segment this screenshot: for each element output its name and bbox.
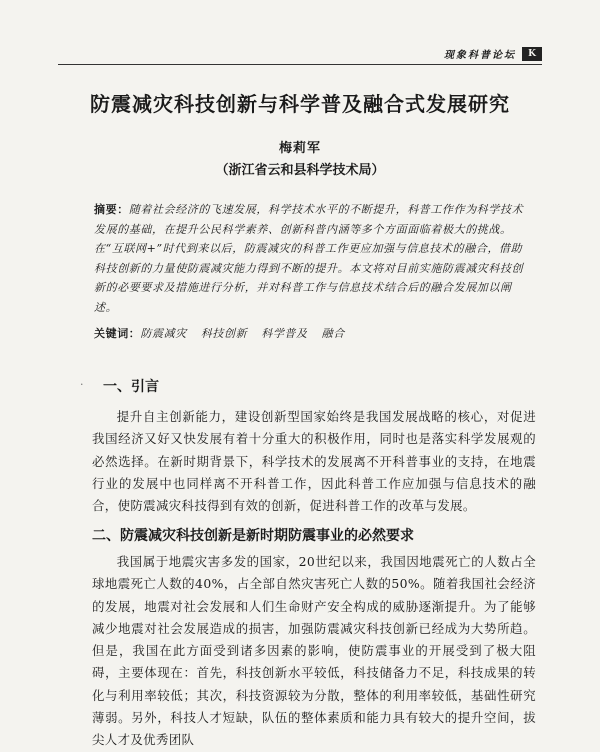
keywords <box>94 325 524 341</box>
section-paragraph-intro: 提升自主创新能力，建设创新型国家始终是我国发展战略的核心，对促进我国经济又好又快发展有着十分重大的积极作用，同时也是落实科学发展观的必然选择。在新时期背景下，科学技术的发展离不开科普事业的支持，在地震行业的发展中也同样离不开科普工作，因此科普工作应加强与信息技术的融合，使防震减灾科技得到有效的创新，促进科普工作的改革与发展。 <box>92 409 536 514</box>
article-affiliation: （浙江省云和县科学技术局） <box>215 163 385 178</box>
header-rule <box>58 64 542 65</box>
keyword-item: 防震减灾 <box>140 327 187 340</box>
running-head-text: 现象科普论坛 <box>444 50 516 61</box>
article-title: 防震减灾科技创新与科学普及融合式发展研究 <box>90 92 510 116</box>
keywords-label: 关键词： <box>94 327 141 340</box>
keyword-item: 科学普及 <box>261 327 308 340</box>
journal-logo-icon: K <box>522 47 542 61</box>
abstract-label: 摘要： <box>94 203 129 216</box>
article-author: 梅莉军 <box>278 141 321 156</box>
abstract-text: 随着社会经济的飞速发展，科学技术水平的不断提升，科普工作作为科学技术发展的基础，在提升公民科学素养、创新科普内涵等多个方面面临着极大的挑战。在“互联网+”时代到来以后，防震减灾的科普工作更应加强与信息技术的融合，借助科技创新的力量使防震减灾能力得到不断的提升。本文将对目前实施防震减灾科技创新的必要要求及措施进行分析，并对科普工作与信息技术结合后的融合发展加以阐述。 <box>94 203 524 314</box>
section-bullet-icon: · <box>80 378 84 391</box>
keyword-item: 科技创新 <box>200 327 248 340</box>
keyword-item: 融合 <box>321 327 345 340</box>
section-heading-intro: 一、引言 <box>103 379 159 395</box>
section-paragraph-requirement: 我国属于地震灾害多发的国家，20世纪以来，我国因地震死亡的人数占全球地震死亡人数的40%，占全部自然灾害死亡人数的50%。随着我国社会经济的发展，地震对社会发展和人们生命财产安全构成的威胁逐渐提升。为了能够减少地震对社会发展造成的损害，加强防震减灾科技创新已经成为大势所趋。但是，我国在此方面受到诸多因素的影响，使防震事业的开展受到了极大阻碍，主要体现在：首先，科技创新水平较低，科技储备力不足，科技成果的转化与利用率较低；其次，科技资源较为分散，整体的利用率较低，基础性研究薄弱。另外，科技人才短缺，队伍的整体素质和能力具有较大的提升空间，拔尖人才及优秀团队 <box>92 554 536 748</box>
section-heading-requirement: 二、防震减灾科技创新是新时期防震事业的必然要求 <box>92 528 414 544</box>
abstract <box>94 200 524 318</box>
running-head <box>444 46 542 61</box>
